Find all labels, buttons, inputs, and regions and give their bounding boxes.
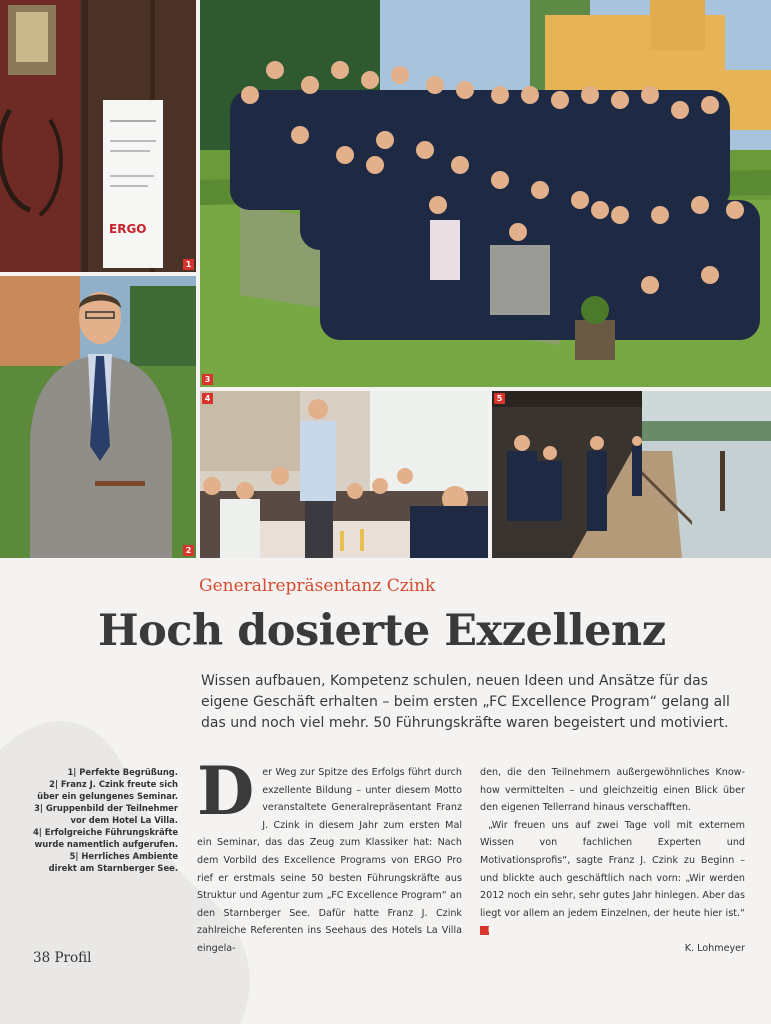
photo-number-4: 4 [202,393,213,404]
caption-line: 3| Gruppenbild der Teilnehmer [34,803,178,813]
article-author: K. Lohmeyer [684,942,745,954]
ergo-logo: ERGO [109,222,147,236]
article-quote: „Wir freuen uns auf zwei Tage voll mit externem Wissen von fachlichen Experten und Motivationsprofis“, sagte Franz J. Czink zu Beginn – und blickte auch geschäftlich nach vorn: „Wir werden 2012 noch ein sehr, sehr gutes Jahr hinlegen. Aber das liegt vor allem an jedem Einzelnen, der heute hier ist.“ [480,819,745,919]
article-column-1 [197,752,462,958]
photo-number-1: 1 [183,259,194,270]
article-headline: Hoch dosierte Exzellenz [98,606,666,656]
caption-line: wurde namentlich aufgerufen. [34,839,178,849]
article-lead: Wissen aufbauen, Kompetenz schulen, neuen Ideen und Ansätze für das eigene Geschäft erhalten – beim ersten „FC Excellence Program“ gelang all das und noch viel mehr. 50 Führungskräfte waren begeistert und motiviert. [201,673,730,731]
end-mark-icon: P [480,926,489,935]
caption-line: über ein gelungenes Seminar. [37,791,178,801]
article-column-2 [480,764,745,958]
photo-lake-terrace [492,391,771,558]
photo-seminar-room [200,391,488,558]
photo-welcome-door [0,0,196,272]
photo-number-5: 5 [494,393,505,404]
photo-captions [28,766,178,874]
page-footer: 38 Profil [33,950,92,966]
caption-line: vor dem Hotel La Villa. [70,815,178,825]
article-paragraph: er Weg zur Spitze des Erfolgs führt durch exzellente Bildung – unter diesem Motto veranstaltete Generalrepräsentant Franz J. Czink in diesem Jahr zum ersten Mal ein Seminar, das das Zeug zum Klassiker hat: Nach dem Vorbild des Excellence Programs von ERGO Pro rief er erstmals seine 50 besten Führungskräfte aus Struktur und Agentur zum „FC Excellence Program“ an den Starnberger See. Dafür hatte Franz J. Czink zahlreiche Referenten ins Seehaus des Hotels La Villa eingela- [197,767,462,954]
photo-group-hotel [200,0,771,387]
drop-cap: D [197,752,255,830]
article-paragraph: den, die den Teilnehmern außergewöhnliches Know-how vermittelten – und gleichzeitig einen Blick über den eigenen Tellerrand hinaus verschafften. [480,767,745,814]
caption-line: 2| Franz J. Czink freute sich [49,779,178,789]
caption-line: direkt am Starnberger See. [48,863,178,873]
caption-line: 5| Herrliches Ambiente [69,851,178,861]
photo-number-2: 2 [183,545,194,556]
article-kicker: Generalrepräsentanz Czink [199,576,436,596]
caption-line: 4| Erfolgreiche Führungskräfte [32,827,178,837]
photo-number-3: 3 [202,374,213,385]
photo-portrait-czink [0,276,196,558]
caption-line: 1| Perfekte Begrüßung. [67,767,178,777]
article-paragraph [480,817,745,940]
